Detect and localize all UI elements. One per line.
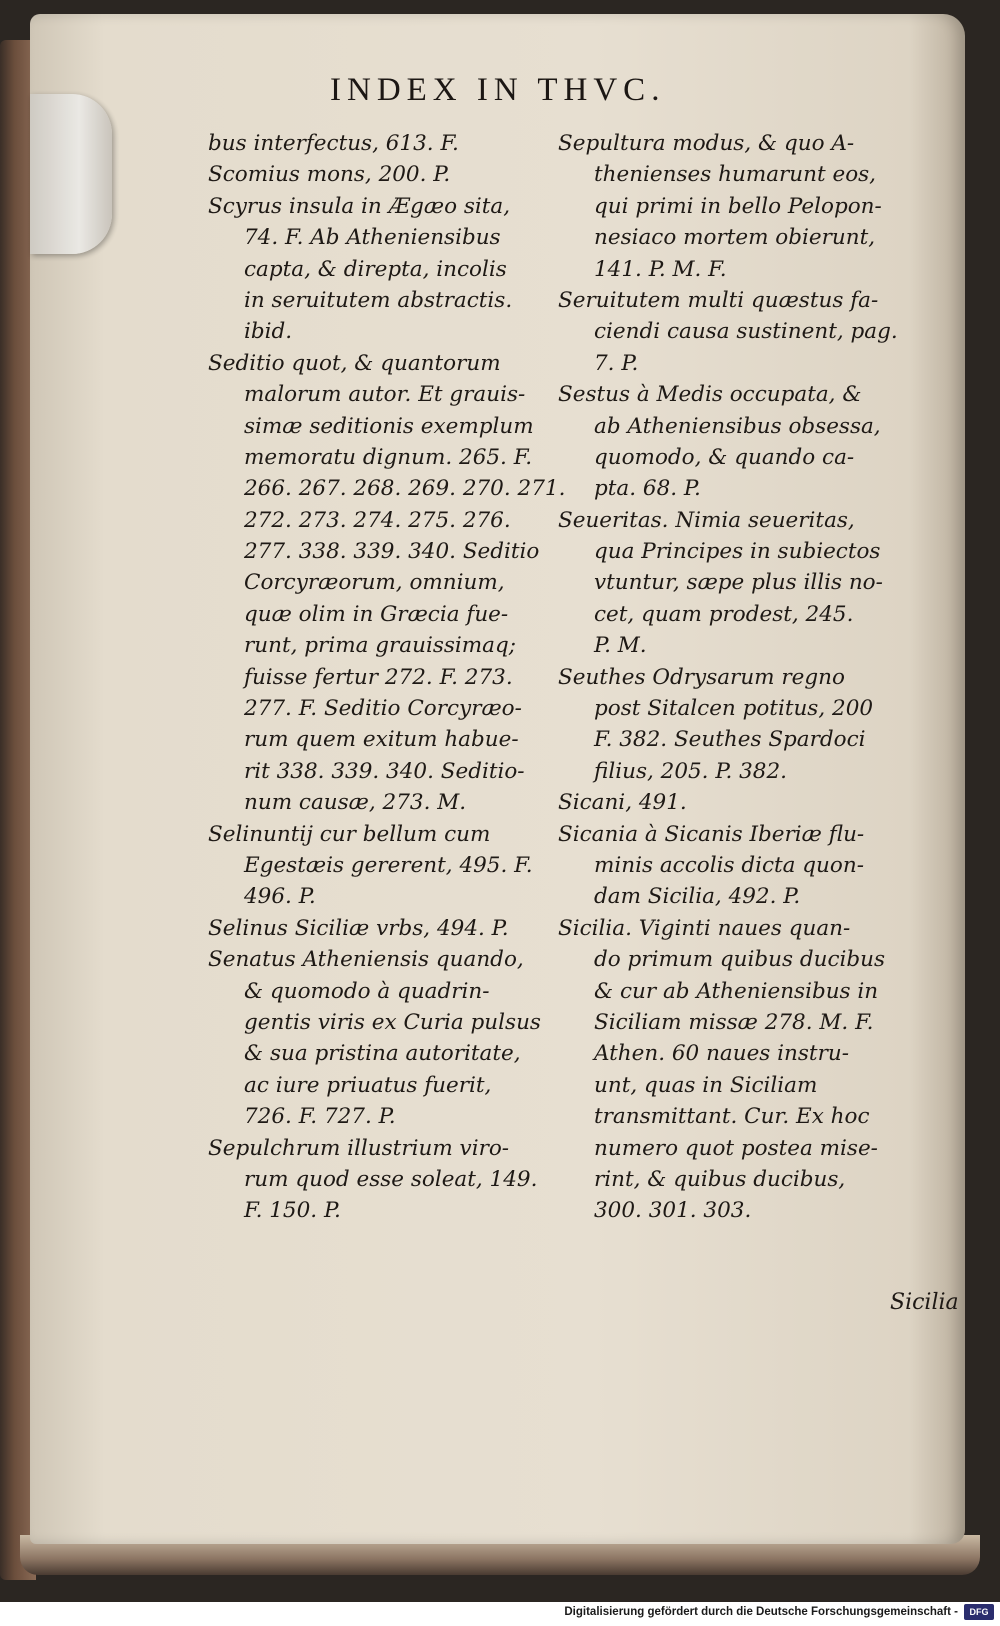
index-line: Athen. 60 naues instru- [594, 1041, 849, 1067]
index-line: quæ olim in Græcia fue- [244, 601, 509, 627]
index-line: F. 150. P. [244, 1198, 341, 1224]
index-line: Seuthes Odrysarum regno [558, 664, 845, 690]
index-column-left [208, 128, 608, 1227]
index-line: malorum autor. Et grauis- [244, 382, 526, 408]
index-line: 7. P. [594, 350, 639, 376]
index-line: 496. P. [244, 884, 316, 910]
index-line: capta, & direpta, incolis [244, 256, 507, 282]
index-line: Siciliam missæ 278. M. F. [594, 1009, 874, 1035]
index-line: post Sitalcen potitus, 200 [594, 696, 874, 722]
index-line: dam Sicilia, 492. P. [594, 884, 801, 910]
index-line: gentis viris ex Curia pulsus [244, 1009, 541, 1035]
index-line: simæ seditionis exemplum [244, 413, 534, 439]
index-line: transmittant. Cur. Ex hoc [594, 1104, 870, 1130]
index-line: runt, prima grauissimaq; [244, 633, 516, 659]
index-line: 266. 267. 268. 269. 270. 271. [244, 476, 566, 502]
catchword: Sicilia [890, 1290, 959, 1315]
dfg-logo: DFG [964, 1604, 994, 1620]
index-line: 141. P. M. F. [594, 256, 727, 282]
index-line: ab Atheniensibus obsessa, [594, 413, 881, 439]
index-line: 300. 301. 303. [594, 1198, 752, 1224]
index-line: rum quem exitum habue- [244, 727, 519, 753]
index-line: Scomius mons, 200. P. [208, 162, 451, 188]
page-clip [30, 94, 112, 254]
index-line: & quomodo à quadrin- [244, 978, 490, 1004]
index-line: fuisse fertur 272. F. 273. [244, 664, 513, 690]
index-line: rint, & quibus ducibus, [594, 1166, 846, 1192]
index-line: memoratu dignum. 265. F. [244, 444, 533, 470]
index-line: Sepulchrum illustrium viro- [208, 1135, 510, 1161]
index-line: 74. F. Ab Atheniensibus [244, 225, 501, 251]
index-line: Senatus Atheniensis quando, [208, 947, 524, 973]
index-line: ibid. [244, 319, 293, 345]
index-line: Selinuntij cur bellum cum [208, 821, 491, 847]
index-line: rit 338. 339. 340. Seditio- [244, 758, 525, 784]
index-line: P. M. [594, 633, 647, 659]
index-line: filius, 205. P. 382. [594, 758, 787, 784]
index-line: & sua pristina autoritate, [244, 1041, 521, 1067]
index-line: ac iure priuatus fuerit, [244, 1072, 492, 1098]
index-line: nesiaco mortem obierunt, [594, 225, 876, 251]
index-line: 277. 338. 339. 340. Seditio [244, 539, 540, 565]
index-line: & cur ab Atheniensibus in [594, 978, 879, 1004]
index-line: minis accolis dicta quon- [594, 852, 864, 878]
index-line: Selinus Siciliæ vrbs, 494. P. [208, 915, 509, 941]
index-line: Sicania à Sicanis Iberiæ flu- [558, 821, 865, 847]
funding-note: Digitalisierung gefördert durch die Deutsche Forschungsgemeinschaft - [564, 1606, 958, 1618]
index-line: Sicani, 491. [558, 790, 687, 816]
index-line: F. 382. Seuthes Spardoci [594, 727, 866, 753]
index-line: 272. 273. 274. 275. 276. [244, 507, 511, 533]
index-line: Seueritas. Nimia seueritas, [558, 507, 855, 533]
index-line: pta. 68. P. [594, 476, 701, 502]
index-line: ciendi causa sustinent, pag. [594, 319, 898, 345]
index-line: thenienses humarunt eos, [594, 162, 877, 188]
index-line: Seruitutem multi quæstus fa- [558, 287, 879, 313]
index-line: do primum quibus ducibus [594, 947, 886, 973]
index-line: rum quod esse soleat, 149. [244, 1166, 538, 1192]
index-line: 277. F. Seditio Corcyræo- [244, 696, 522, 722]
index-line: qui primi in bello Pelopon- [594, 193, 882, 219]
index-line: quomodo, & quando ca- [594, 444, 855, 470]
index-line: num causæ, 273. M. [244, 790, 467, 816]
index-line: Egestæis gererent, 495. F. [244, 852, 533, 878]
index-column-right [558, 128, 958, 1227]
index-line: Sepultura modus, & quo A- [558, 131, 855, 156]
index-line: numero quot postea mise- [594, 1135, 878, 1161]
index-line: unt, quas in Siciliam [594, 1072, 818, 1098]
index-line: qua Principes in subiectos [594, 539, 881, 565]
index-line: in seruitutem abstractis. [244, 287, 513, 313]
index-line: Corcyræorum, omnium, [244, 570, 505, 596]
index-line: 726. F. 727. P. [244, 1104, 396, 1130]
index-line: vtuntur, sæpe plus illis no- [594, 570, 883, 596]
index-line: Seditio quot, & quantorum [208, 350, 501, 376]
index-line: cet, quam prodest, 245. [594, 601, 854, 627]
index-line: Scyrus insula in Ægæo sita, [208, 193, 511, 219]
index-line: bus interfectus, 613. F. [208, 131, 459, 156]
running-head: INDEX IN THVC. [330, 72, 666, 108]
index-line: Sicilia. Viginti naues quan- [558, 915, 851, 941]
index-line: Sestus à Medis occupata, & [558, 382, 862, 408]
